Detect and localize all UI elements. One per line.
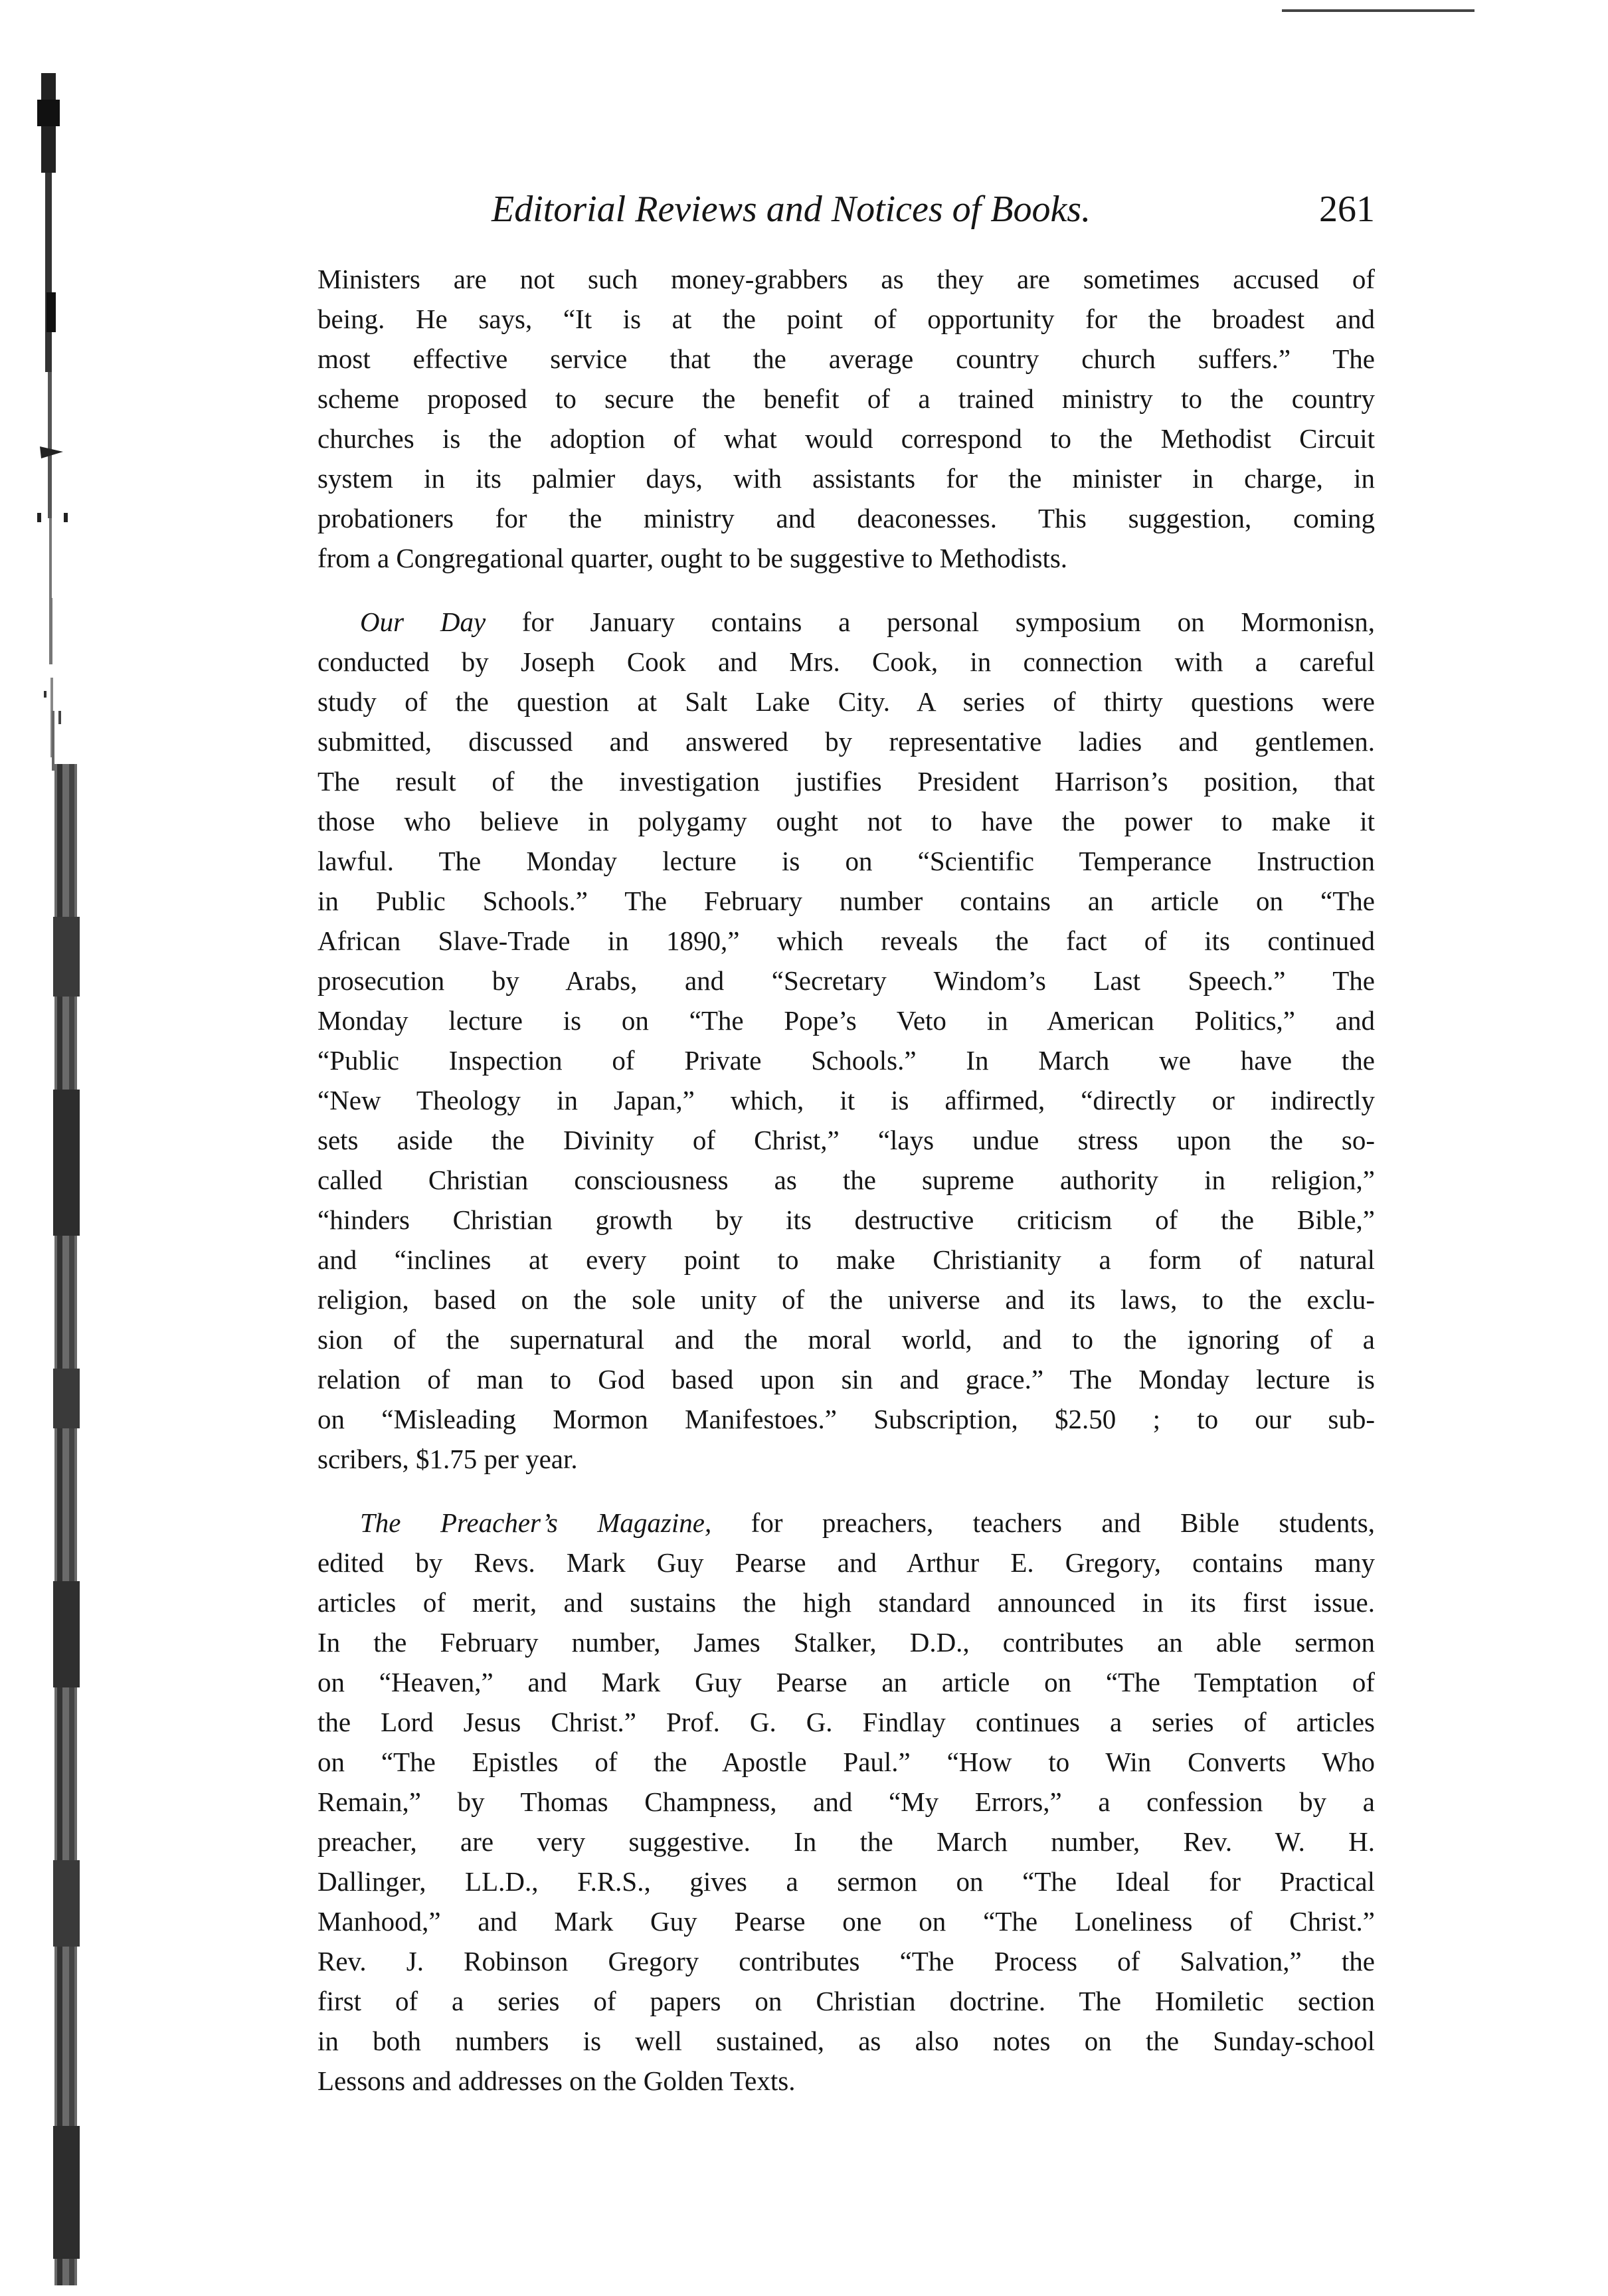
article-body (317, 259, 1375, 2101)
text-line: “New Theology in Japan,” which, it is affirmed, “directly or indirectly (317, 1085, 1375, 1115)
text-line: articles of merit, and sustains the high standard announced in its first issue. (317, 1587, 1375, 1618)
text-line: those who believe in polygamy ought not to have the power to make it (317, 806, 1375, 836)
text-line: on “Misleading Mormon Manifestoes.” Subscription, $2.50 ; to our sub- (317, 1404, 1375, 1434)
running-head (491, 183, 1375, 249)
text-line: Manhood,” and Mark Guy Pearse one on “The Loneliness of Christ.” (317, 1906, 1375, 1937)
text-line: system in its palmier days, with assistants for the minister in charge, in (317, 463, 1375, 494)
text-line (317, 1503, 1375, 1543)
text-line: in both numbers is well sustained, as also notes on the Sunday-school (317, 2026, 1375, 2056)
text-line-rest: for January contains a personal symposium on Mormonisn, (486, 607, 1375, 637)
text-line: being. He says, “It is at the point of opportunity for the broadest and (317, 304, 1375, 334)
text-line: In the February number, James Stalker, D.D., contributes an able sermon (317, 1627, 1375, 1658)
text-line: relation of man to God based upon sin and grace.” The Monday lecture is (317, 1364, 1375, 1394)
italic-title-preachers-magazine: The Preacher’s Magazine, (360, 1507, 712, 1538)
italic-title-our-day: Our Day (360, 607, 486, 637)
text-line: churches is the adoption of what would correspond to the Methodist Circuit (317, 423, 1375, 454)
page-number: 261 (1319, 189, 1375, 230)
text-line: the Lord Jesus Christ.” Prof. G. G. Findlay continues a series of articles (317, 1707, 1375, 1737)
top-rule (1282, 9, 1474, 12)
text-line: Rev. J. Robinson Gregory contributes “The Process of Salvation,” the (317, 1946, 1375, 1976)
text-line: edited by Revs. Mark Guy Pearse and Arthur E. Gregory, contains many (317, 1547, 1375, 1578)
text-line: study of the question at Salt Lake City. A series of thirty questions were (317, 686, 1375, 717)
text-line: on “Heaven,” and Mark Guy Pearse an article on “The Temptation of (317, 1667, 1375, 1697)
text-line: scheme proposed to secure the benefit of a trained ministry to the country (317, 383, 1375, 414)
text-line: “hinders Christian growth by its destructive criticism of the Bible,” (317, 1204, 1375, 1235)
text-line: called Christian consciousness as the supreme authority in religion,” (317, 1165, 1375, 1195)
text-line: prosecution by Arabs, and “Secretary Windom’s Last Speech.” The (317, 965, 1375, 996)
text-line: “Public Inspection of Private Schools.” In March we have the (317, 1045, 1375, 1076)
paragraph-preachers-magazine (317, 1503, 1375, 2101)
text-line: and “inclines at every point to make Christianity a form of natural (317, 1244, 1375, 1275)
text-line: from a Congregational quarter, ought to be suggestive to Methodists. (317, 543, 1068, 573)
text-line: preacher, are very suggestive. In the March number, Rev. W. H. (317, 1826, 1375, 1857)
text-line: most effective service that the average country church suffers.” The (317, 343, 1375, 374)
text-line: Lessons and addresses on the Golden Texts. (317, 2065, 796, 2096)
running-title: Editorial Reviews and Notices of Books. (491, 189, 1091, 230)
text-line: in Public Schools.” The February number contains an article on “The (317, 886, 1375, 916)
text-line: lawful. The Monday lecture is on “Scientific Temperance Instruction (317, 846, 1375, 876)
text-line: The result of the investigation justifies President Harrison’s position, that (317, 766, 1375, 797)
text-line-rest: for preachers, teachers and Bible students, (711, 1507, 1375, 1538)
text-line: sets aside the Divinity of Christ,” “lays undue stress upon the so- (317, 1125, 1375, 1155)
text-line: sion of the supernatural and the moral world, and to the ignoring of a (317, 1324, 1375, 1355)
text-line: conducted by Joseph Cook and Mrs. Cook, in connection with a careful (317, 646, 1375, 677)
text-line: submitted, discussed and answered by representative ladies and gentlemen. (317, 726, 1375, 757)
text-line: Ministers are not such money-grabbers as they are sometimes accused of (317, 264, 1375, 294)
paragraph-country-ministry (317, 259, 1375, 578)
text-line (317, 602, 1375, 642)
text-line: African Slave-Trade in 1890,” which reveals the fact of its continued (317, 925, 1375, 956)
binding-gutter (0, 0, 239, 2296)
text-line: probationers for the ministry and deaconesses. This suggestion, coming (317, 503, 1375, 533)
paragraph-our-day (317, 602, 1375, 1479)
text-line: Dallinger, LL.D., F.R.S., gives a sermon on “The Ideal for Practical (317, 1866, 1375, 1897)
text-line: Monday lecture is on “The Pope’s Veto in American Politics,” and (317, 1005, 1375, 1036)
text-line: first of a series of papers on Christian doctrine. The Homiletic section (317, 1986, 1375, 2016)
text-line: religion, based on the sole unity of the universe and its laws, to the exclu- (317, 1284, 1375, 1315)
text-line: scribers, $1.75 per year. (317, 1444, 578, 1474)
text-line: on “The Epistles of the Apostle Paul.” “How to Win Converts Who (317, 1747, 1375, 1777)
text-line: Remain,” by Thomas Champness, and “My Errors,” a confession by a (317, 1786, 1375, 1817)
